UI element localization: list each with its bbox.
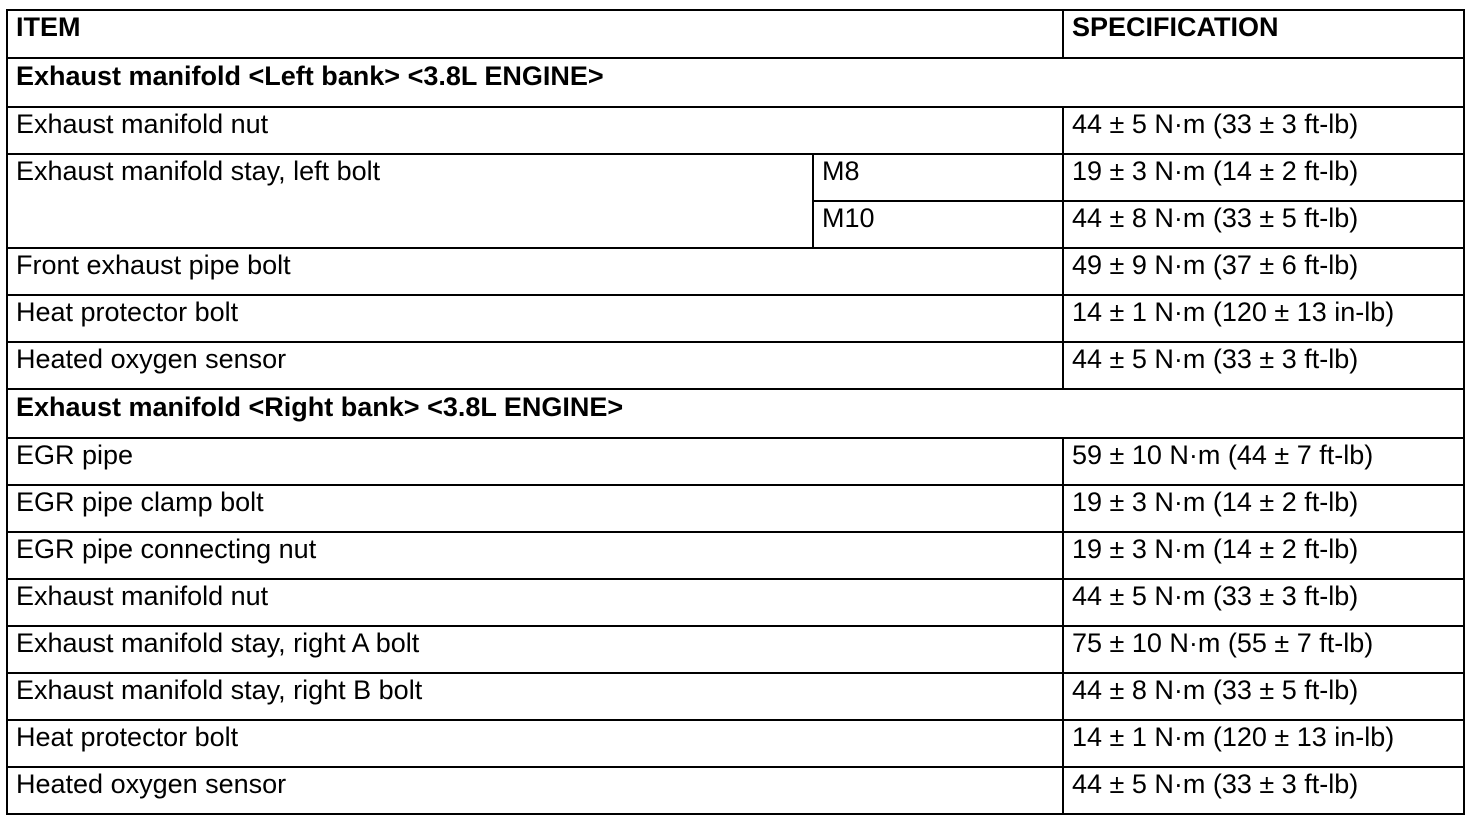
section-row-right-bank — [7, 389, 1464, 438]
spec-cell: 44 ± 5 N·m (33 ± 3 ft-lb) — [1063, 579, 1464, 626]
spec-cell: 19 ± 3 N·m (14 ± 2 ft-lb) — [1063, 532, 1464, 579]
item-cell: Heated oxygen sensor — [7, 342, 1063, 389]
spec-cell: 75 ± 10 N·m (55 ± 7 ft-lb) — [1063, 626, 1464, 673]
table-header-row — [7, 10, 1464, 58]
spec-cell: 49 ± 9 N·m (37 ± 6 ft-lb) — [1063, 248, 1464, 295]
spec-cell: 14 ± 1 N·m (120 ± 13 in-lb) — [1063, 720, 1464, 767]
table-row — [7, 248, 1464, 295]
spec-cell: 59 ± 10 N·m (44 ± 7 ft-lb) — [1063, 438, 1464, 485]
header-item: ITEM — [7, 10, 1063, 58]
item-cell: EGR pipe clamp bolt — [7, 485, 1063, 532]
item-cell: Exhaust manifold stay, left bolt — [7, 154, 813, 248]
item-cell: Heat protector bolt — [7, 295, 1063, 342]
item-cell: EGR pipe connecting nut — [7, 532, 1063, 579]
table-row — [7, 532, 1464, 579]
table-row — [7, 438, 1464, 485]
item-cell: Exhaust manifold nut — [7, 107, 1063, 154]
spec-cell: 44 ± 8 N·m (33 ± 5 ft-lb) — [1063, 673, 1464, 720]
table-row — [7, 579, 1464, 626]
spec-cell: 44 ± 5 N·m (33 ± 3 ft-lb) — [1063, 342, 1464, 389]
item-cell: Front exhaust pipe bolt — [7, 248, 1063, 295]
spec-cell: 44 ± 8 N·m (33 ± 5 ft-lb) — [1063, 201, 1464, 248]
table-row — [7, 154, 1464, 201]
table-row — [7, 107, 1464, 154]
table-row — [7, 485, 1464, 532]
table-row — [7, 342, 1464, 389]
spec-cell: 19 ± 3 N·m (14 ± 2 ft-lb) — [1063, 154, 1464, 201]
table-row — [7, 767, 1464, 814]
table-row — [7, 720, 1464, 767]
item-cell: Exhaust manifold stay, right B bolt — [7, 673, 1063, 720]
table-row — [7, 673, 1464, 720]
torque-spec-table — [6, 9, 1465, 815]
section-title-right-bank: Exhaust manifold <Right bank> <3.8L ENGINE> — [7, 389, 1464, 438]
section-title-left-bank: Exhaust manifold <Left bank> <3.8L ENGINE> — [7, 58, 1464, 107]
spec-cell: 44 ± 5 N·m (33 ± 3 ft-lb) — [1063, 107, 1464, 154]
table-row — [7, 295, 1464, 342]
item-cell: EGR pipe — [7, 438, 1063, 485]
spec-cell: 44 ± 5 N·m (33 ± 3 ft-lb) — [1063, 767, 1464, 814]
size-cell: M8 — [813, 154, 1063, 201]
size-cell: M10 — [813, 201, 1063, 248]
item-cell: Heated oxygen sensor — [7, 767, 1063, 814]
spec-cell: 14 ± 1 N·m (120 ± 13 in-lb) — [1063, 295, 1464, 342]
item-cell: Exhaust manifold stay, right A bolt — [7, 626, 1063, 673]
spec-cell: 19 ± 3 N·m (14 ± 2 ft-lb) — [1063, 485, 1464, 532]
table-row — [7, 626, 1464, 673]
item-cell: Exhaust manifold nut — [7, 579, 1063, 626]
header-specification: SPECIFICATION — [1063, 10, 1464, 58]
section-row-left-bank — [7, 58, 1464, 107]
item-cell: Heat protector bolt — [7, 720, 1063, 767]
